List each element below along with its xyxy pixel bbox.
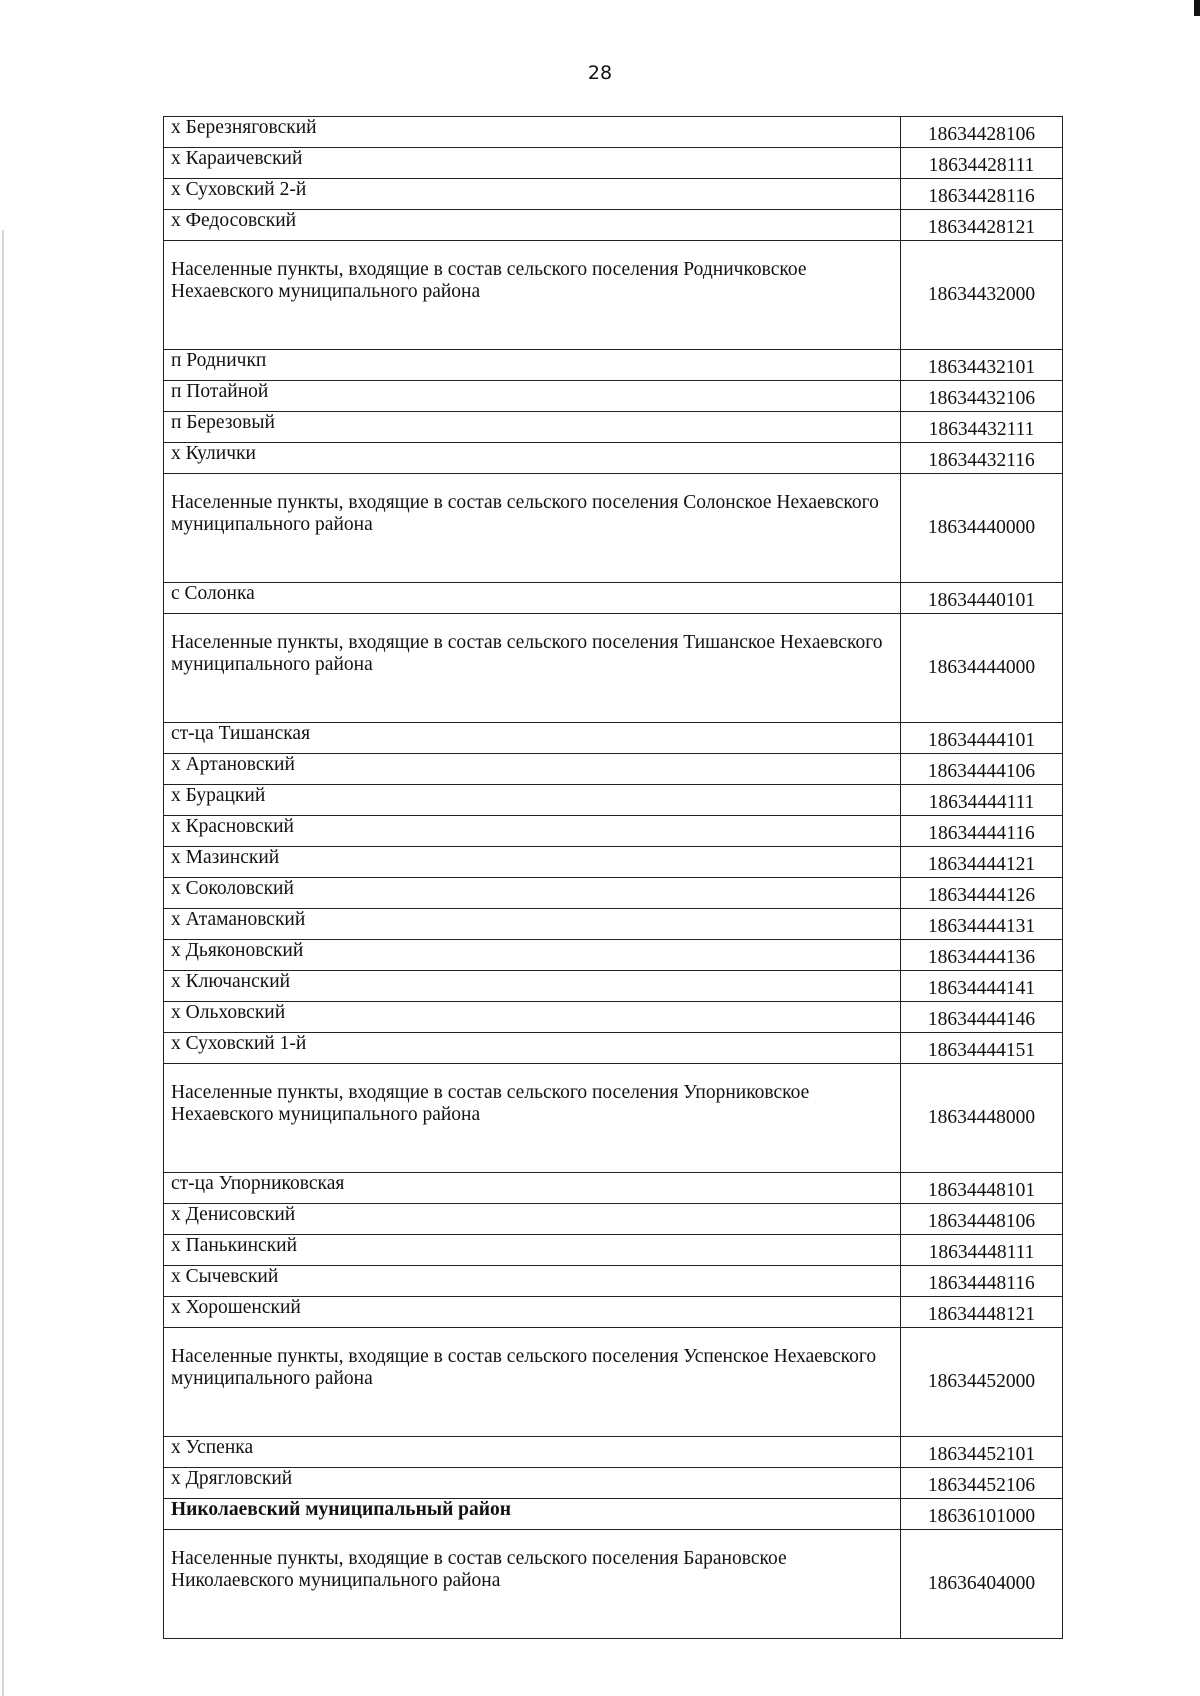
- table-row: [164, 847, 1063, 878]
- settlement-name-cell: х Артановский: [164, 754, 901, 785]
- table-row: [164, 909, 1063, 940]
- okato-code-cell: 18634452106: [901, 1468, 1063, 1499]
- table-row: [164, 940, 1063, 971]
- settlement-name-cell: х Соколовский: [164, 878, 901, 909]
- okato-code-cell: 18634448106: [901, 1204, 1063, 1235]
- table-row: [164, 583, 1063, 614]
- settlement-name-cell: х Караичевский: [164, 148, 901, 179]
- table-row: [164, 443, 1063, 474]
- settlement-name-cell: х Ольховский: [164, 1002, 901, 1033]
- settlement-name-cell: х Денисовский: [164, 1204, 901, 1235]
- settlement-name-cell: х Успенка: [164, 1437, 901, 1468]
- table-row: [164, 723, 1063, 754]
- settlement-name-cell: х Кулички: [164, 443, 901, 474]
- okato-code-cell: 18634448121: [901, 1297, 1063, 1328]
- settlement-group-name-cell: Населенные пункты, входящие в состав сельского поселения Родничковское Нехаевского муниципального района: [164, 241, 901, 350]
- okato-code-cell: 18634428106: [901, 117, 1063, 148]
- table-row: [164, 1173, 1063, 1204]
- settlement-codes-table: [163, 116, 1063, 1639]
- table-row: [164, 117, 1063, 148]
- okato-code-cell: 18634448111: [901, 1235, 1063, 1266]
- okato-code-cell: 18634444151: [901, 1033, 1063, 1064]
- okato-code-cell: 18636101000: [901, 1499, 1063, 1530]
- settlement-group-row: [164, 241, 1063, 350]
- settlement-name-cell: х Дрягловский: [164, 1468, 901, 1499]
- okato-code-cell: 18634432106: [901, 381, 1063, 412]
- settlement-name-cell: х Ключанский: [164, 971, 901, 1002]
- okato-code-cell: 18634452101: [901, 1437, 1063, 1468]
- okato-code-cell: 18634444146: [901, 1002, 1063, 1033]
- settlement-group-name-cell: Населенные пункты, входящие в состав сельского поселения Тишанское Нехаевского муниципального района: [164, 614, 901, 723]
- settlement-group-name-cell: Населенные пункты, входящие в состав сельского поселения Упорниковское Нехаевского муниципального района: [164, 1064, 901, 1173]
- table-row: [164, 754, 1063, 785]
- settlement-name-cell: х Панькинский: [164, 1235, 901, 1266]
- settlement-name-cell: х Мазинский: [164, 847, 901, 878]
- okato-code-cell: 18634444126: [901, 878, 1063, 909]
- table-row: [164, 878, 1063, 909]
- table-row: [164, 971, 1063, 1002]
- page-number: 28: [587, 62, 613, 84]
- okato-code-cell: 18634432101: [901, 350, 1063, 381]
- okato-code-cell: 18634444101: [901, 723, 1063, 754]
- table-row: [164, 381, 1063, 412]
- okato-code-cell: 18634448000: [901, 1064, 1063, 1173]
- settlement-group-row: [164, 474, 1063, 583]
- okato-code-cell: 18634448101: [901, 1173, 1063, 1204]
- settlement-group-row: [164, 1328, 1063, 1437]
- table-row: [164, 1266, 1063, 1297]
- okato-code-cell: 18634448116: [901, 1266, 1063, 1297]
- settlement-name-cell: п Березовый: [164, 412, 901, 443]
- okato-code-cell: 18634444141: [901, 971, 1063, 1002]
- settlement-group-name-cell: Населенные пункты, входящие в состав сельского поселения Успенское Нехаевского муниципального района: [164, 1328, 901, 1437]
- settlement-name-cell: с Солонка: [164, 583, 901, 614]
- okato-code-cell: 18634432000: [901, 241, 1063, 350]
- settlement-name-cell: х Суховский 2-й: [164, 179, 901, 210]
- table-row: [164, 179, 1063, 210]
- scan-mark: [1194, 0, 1200, 16]
- okato-code-cell: 18634444000: [901, 614, 1063, 723]
- table-row: [164, 412, 1063, 443]
- table-row: [164, 148, 1063, 179]
- okato-code-cell: 18634440101: [901, 583, 1063, 614]
- okato-code-cell: 18634444131: [901, 909, 1063, 940]
- okato-code-cell: 18634444136: [901, 940, 1063, 971]
- okato-code-cell: 18634452000: [901, 1328, 1063, 1437]
- table-row: [164, 1204, 1063, 1235]
- settlement-name-cell: п Потайной: [164, 381, 901, 412]
- settlement-name-cell: п Родничкп: [164, 350, 901, 381]
- okato-code-cell: 18634428116: [901, 179, 1063, 210]
- settlement-name-cell: х Суховский 1-й: [164, 1033, 901, 1064]
- table-row: [164, 210, 1063, 241]
- okato-code-cell: 18634432116: [901, 443, 1063, 474]
- settlement-name-cell: х Дьяконовский: [164, 940, 901, 971]
- district-name-cell: Николаевский муниципальный район: [164, 1499, 901, 1530]
- settlement-group-row: [164, 1064, 1063, 1173]
- table-body: [164, 117, 1063, 1639]
- settlement-name-cell: ст-ца Упорниковская: [164, 1173, 901, 1204]
- table-row: [164, 1297, 1063, 1328]
- table-row: [164, 1002, 1063, 1033]
- settlement-name-cell: х Сычевский: [164, 1266, 901, 1297]
- okato-code-cell: 18634444111: [901, 785, 1063, 816]
- table-row: [164, 816, 1063, 847]
- table-row: [164, 1468, 1063, 1499]
- district-row: [164, 1499, 1063, 1530]
- okato-code-cell: 18636404000: [901, 1530, 1063, 1639]
- okato-code-cell: 18634432111: [901, 412, 1063, 443]
- settlement-group-name-cell: Населенные пункты, входящие в состав сельского поселения Барановское Николаевского муниципального района: [164, 1530, 901, 1639]
- okato-code-cell: 18634444106: [901, 754, 1063, 785]
- scan-edge-line: [2, 230, 4, 1696]
- table-row: [164, 1235, 1063, 1266]
- okato-code-cell: 18634444121: [901, 847, 1063, 878]
- okato-code-cell: 18634440000: [901, 474, 1063, 583]
- settlement-name-cell: х Бурацкий: [164, 785, 901, 816]
- settlement-group-row: [164, 614, 1063, 723]
- settlement-group-row: [164, 1530, 1063, 1639]
- table-row: [164, 1437, 1063, 1468]
- settlement-name-cell: х Хорошенский: [164, 1297, 901, 1328]
- table-row: [164, 1033, 1063, 1064]
- settlement-name-cell: х Березняговский: [164, 117, 901, 148]
- settlement-name-cell: ст-ца Тишанская: [164, 723, 901, 754]
- table-row: [164, 785, 1063, 816]
- settlement-name-cell: х Атамановский: [164, 909, 901, 940]
- settlement-group-name-cell: Населенные пункты, входящие в состав сельского поселения Солонское Нехаевского муниципального района: [164, 474, 901, 583]
- settlement-name-cell: х Красновский: [164, 816, 901, 847]
- okato-code-cell: 18634444116: [901, 816, 1063, 847]
- okato-code-cell: 18634428121: [901, 210, 1063, 241]
- okato-code-cell: 18634428111: [901, 148, 1063, 179]
- settlement-name-cell: х Федосовский: [164, 210, 901, 241]
- table-row: [164, 350, 1063, 381]
